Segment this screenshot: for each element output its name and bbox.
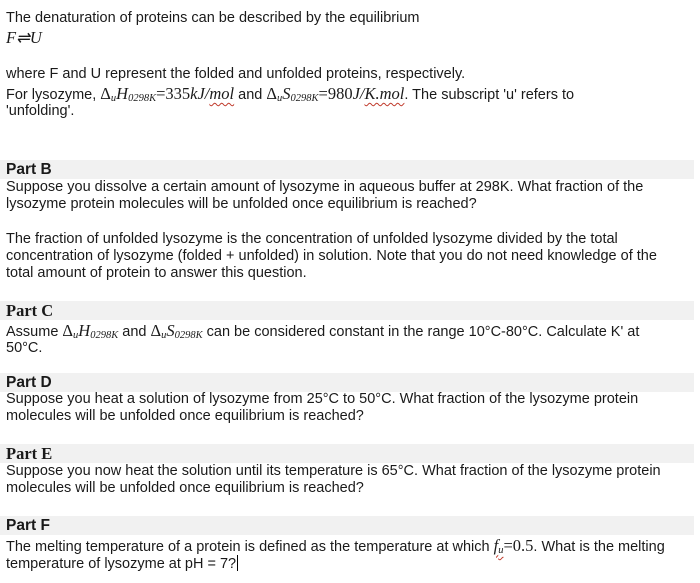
part-c-assume: Assume bbox=[6, 324, 63, 340]
and-text: and bbox=[234, 87, 267, 103]
part-b-title: Part B bbox=[6, 161, 52, 178]
part-f-text-a: The melting temperature of a protein is defined as the temperature at which bbox=[6, 539, 494, 555]
part-f-text-b: . What is the melting bbox=[533, 539, 665, 555]
part-b-note-line-2: concentration of lysozyme (folded + unfolded) in solution. Note that you do not need knowledge of the bbox=[6, 248, 657, 264]
part-e-question-line-2: molecules will be unfolded once equilibrium is reached? bbox=[6, 480, 364, 496]
part-c-title: Part C bbox=[6, 301, 54, 320]
part-b-note-line-1: The fraction of unfolded lysozyme is the concentration of unfolded lysozyme divided by the total bbox=[6, 231, 618, 247]
lysozyme-suffix-line-2: 'unfolding'. bbox=[6, 103, 75, 119]
part-c-enthalpy: ΔuH0298K bbox=[62, 321, 119, 341]
entropy-expression: ΔuS0298K=980J/K.mol bbox=[266, 84, 405, 104]
melting-fraction-expression: fu=0.5 bbox=[493, 536, 534, 556]
part-b-note-line-3: total amount of protein to answer this question. bbox=[6, 265, 307, 281]
part-d-header-band bbox=[0, 373, 694, 392]
part-c-question-line-1 bbox=[6, 322, 692, 342]
part-b-question-line-1: Suppose you dissolve a certain amount of lysozyme in aqueous buffer at 298K. What fraction of the bbox=[6, 179, 644, 195]
part-c-and: and bbox=[118, 324, 151, 340]
part-d-question-line-1: Suppose you heat a solution of lysozyme from 25°C to 50°C. What fraction of the lysozyme protein bbox=[6, 391, 639, 407]
text-cursor bbox=[237, 555, 238, 571]
part-f-question-text: temperature of lysozyme at pH = 7? bbox=[6, 556, 237, 572]
intro-line-1: The denaturation of proteins can be described by the equilibrium bbox=[6, 10, 420, 26]
intro-line-2: where F and U represent the folded and unfolded proteins, respectively. bbox=[6, 66, 466, 82]
part-f-header-band bbox=[0, 516, 694, 535]
equilibrium-expression: F⇌U bbox=[6, 28, 42, 47]
part-c-entropy: ΔuS0298K bbox=[150, 321, 203, 341]
part-c-question-line-2: 50°C. bbox=[6, 340, 43, 356]
enthalpy-expression: ΔuH0298K=335kJ/mol bbox=[100, 84, 235, 104]
part-e-header-band bbox=[0, 444, 694, 463]
part-b-header-band bbox=[0, 160, 694, 179]
part-f-question-line-2[interactable] bbox=[6, 555, 692, 573]
part-d-title: Part D bbox=[6, 374, 52, 391]
part-d-question-line-2: molecules will be unfolded once equilibrium is reached? bbox=[6, 408, 364, 424]
part-c-rest: can be considered constant in the range 10°C-80°C. Calculate K' at bbox=[202, 324, 640, 340]
part-f-title: Part F bbox=[6, 517, 50, 534]
lysozyme-values-line bbox=[6, 85, 692, 105]
part-c-header-band bbox=[0, 301, 694, 320]
lysozyme-prefix: For lysozyme, bbox=[6, 87, 101, 103]
part-e-title: Part E bbox=[6, 444, 53, 463]
part-b-question-line-2: lysozyme protein molecules will be unfolded once equilibrium is reached? bbox=[6, 196, 477, 212]
part-e-question-line-1: Suppose you now heat the solution until its temperature is 65°C. What fraction of the lysozyme protein bbox=[6, 463, 661, 479]
part-f-question-line-1 bbox=[6, 537, 692, 557]
lysozyme-suffix: . The subscript 'u' refers to bbox=[404, 87, 575, 103]
